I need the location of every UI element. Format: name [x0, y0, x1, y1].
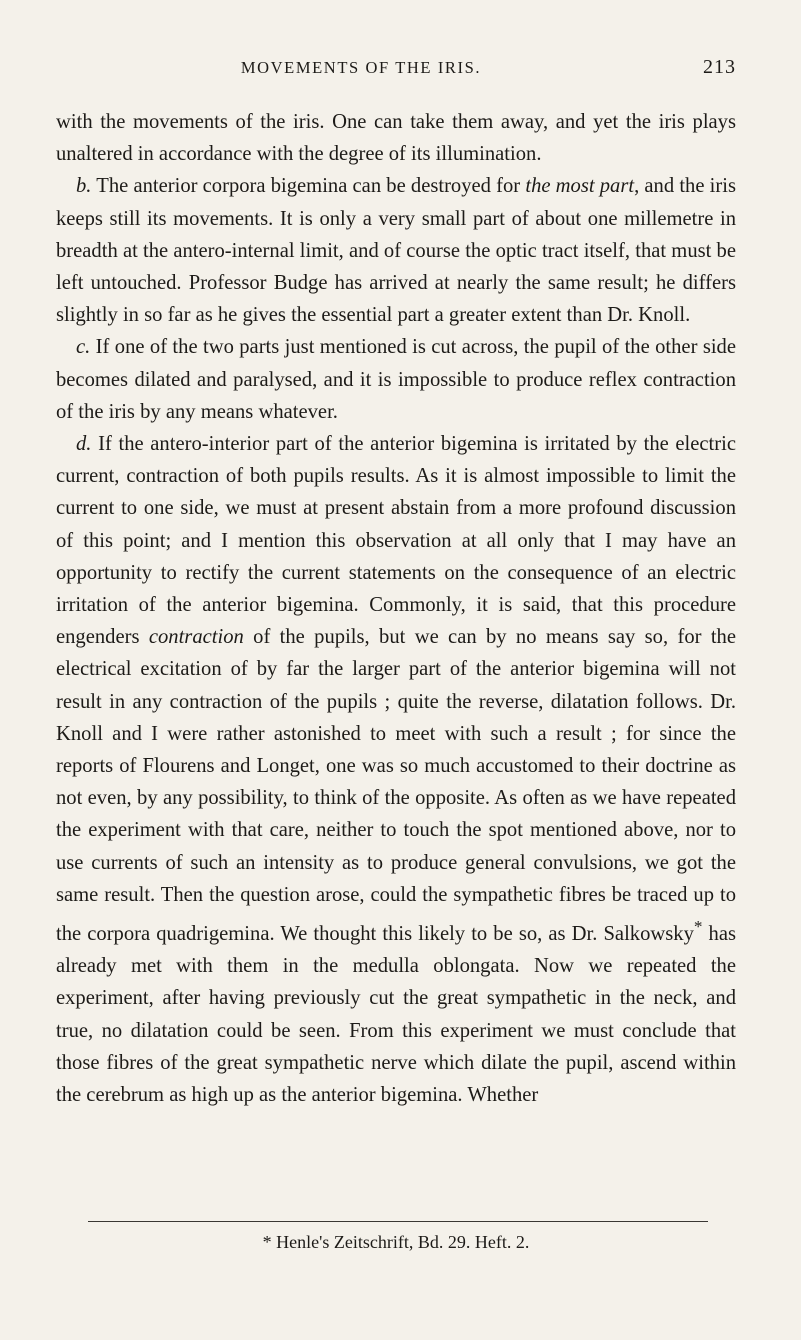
- page-number: 213: [703, 56, 736, 78]
- text-run: If one of the two parts just mentioned is cut across, the pupil of the other side becomes dilated and paralysed, and it is impossible to produce reflex contraction of the iris by any means whatever.: [56, 336, 736, 423]
- italic-text: b.: [76, 175, 92, 198]
- italic-text: c.: [76, 336, 91, 359]
- text-run: with the movements of the iris. One can take them away, and yet the iris plays unaltered in accordance with the degree of its illumination.: [56, 111, 736, 166]
- footnote: * Henle's Zeitschrift, Bd. 29. Heft. 2.: [262, 1232, 530, 1252]
- italic-text: d.: [76, 433, 92, 456]
- body-text: [56, 106, 736, 1111]
- running-title: MOVEMENTS OF THE IRIS.: [240, 58, 482, 77]
- paragraph-d: [56, 428, 736, 1111]
- text-run: has already met with them in the medulla oblongata. Now we repeated the experiment, after having previously cut the great sympathetic in the neck, and true, no dilatation could be seen. From this experiment we must conclude that those fibres of the great sympathetic nerve which dilate the pupil, ascend within the cerebrum as high up as the anterior bigemina. Whether: [56, 922, 736, 1106]
- paragraph-b: [56, 170, 736, 331]
- footnote-marker: *: [693, 917, 703, 937]
- text-run: The anterior corpora bigemina can be destroyed for: [91, 175, 526, 198]
- italic-text: contraction: [148, 626, 244, 649]
- paragraph-c: [56, 331, 736, 428]
- book-page: [56, 54, 736, 1304]
- paragraph-continuation: [56, 106, 736, 170]
- running-head: [56, 54, 736, 88]
- text-run: If the antero-interior part of the anterior bigemina is irritated by the electric current, contraction of both pupils results. As it is almost impossible to limit the current to one side, we must at present abstain from a more profound discussion of this point; and I mention this observation at all only that I may have an opportunity to rectify the current statements on the consequence of an electric irritation of the anterior bigemina. Commonly, it is said, that this procedure engenders: [56, 433, 736, 649]
- text-run: , and the iris keeps still its movements. It is only a very small part of about one millemetre in breadth at the antero-internal limit, and of course the optic tract itself, that must be left untouched. Professor Budge has arrived at nearly the same result; he differs slightly in so far as he gives the essential part a greater extent than Dr. Knoll.: [56, 175, 736, 327]
- italic-text: the most part: [525, 175, 635, 198]
- footnote-divider: [88, 1221, 708, 1222]
- text-run: of the pupils, but we can by no means say so, for the electrical excitation of by far the larger part of the anterior bigemina will not result in any contraction of the pupils ; quite the reverse, dilatation follows. Dr. Knoll and I were rather astonished to meet with such a result ; for since the reports of Flourens and Longet, one was so much accustomed to their doctrine as not even, by any possibility, to think of the opposite. As often as we have repeated the experiment with that care, neither to touch the spot mentioned above, nor to use currents of such an intensity as to produce general convulsions, we got the same result. Then the question arose, could the sympathetic fibres be traced up to the corpora quadrigemina. We thought this likely to be so, as Dr. Salkowsky: [56, 626, 736, 945]
